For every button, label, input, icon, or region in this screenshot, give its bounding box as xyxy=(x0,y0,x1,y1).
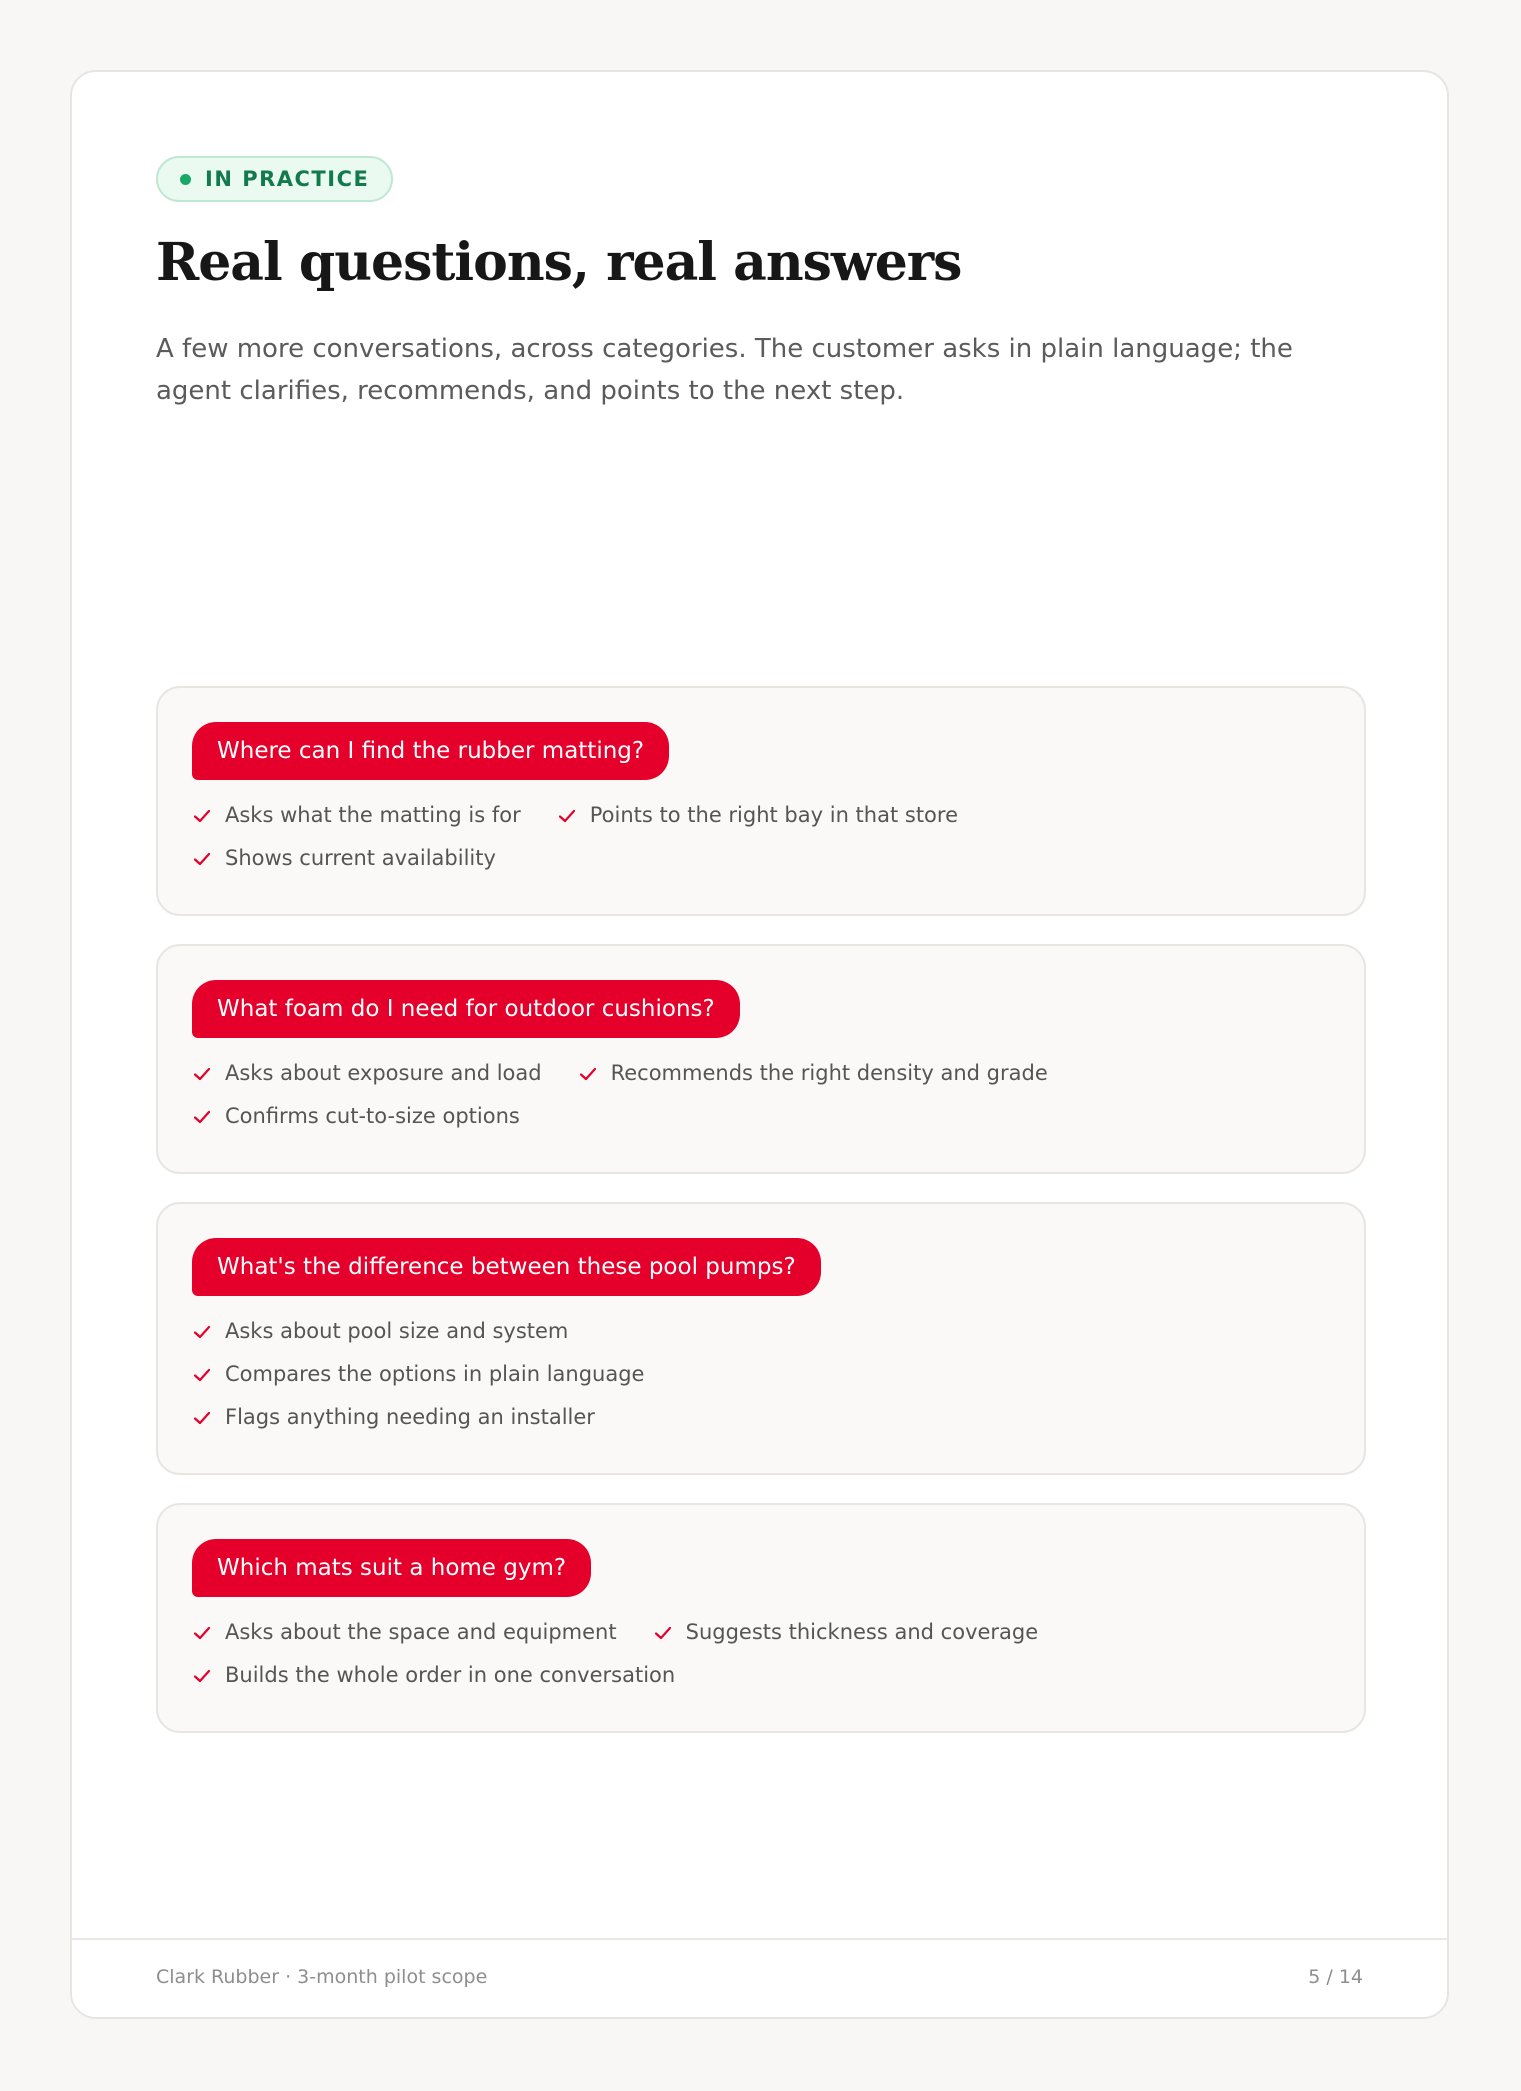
dot-icon xyxy=(180,174,191,185)
question-bubble: Where can I find the rubber matting? xyxy=(192,722,669,780)
check-icon xyxy=(192,806,212,826)
answer-point xyxy=(192,837,496,880)
check-icon xyxy=(557,806,577,826)
check-icon xyxy=(192,1666,212,1686)
page-footer xyxy=(72,1938,1447,2017)
answer-point-label: Asks about exposure and load xyxy=(225,1061,542,1085)
answer-point xyxy=(192,794,521,837)
conversation-card xyxy=(156,1503,1366,1733)
answer-point xyxy=(192,1095,520,1138)
page-card xyxy=(70,70,1449,2019)
answer-point xyxy=(192,1353,644,1396)
section-badge xyxy=(156,156,393,202)
answer-points xyxy=(192,1052,1092,1138)
answer-point xyxy=(192,1052,542,1095)
answer-point xyxy=(578,1052,1048,1095)
answer-point-label: Recommends the right density and grade xyxy=(610,1061,1048,1085)
check-icon xyxy=(192,849,212,869)
badge-label: IN PRACTICE xyxy=(205,167,370,191)
question-bubble: What's the difference between these pool pumps? xyxy=(192,1238,821,1296)
check-icon xyxy=(192,1064,212,1084)
answer-point-label: Asks what the matting is for xyxy=(225,803,521,827)
check-icon xyxy=(192,1107,212,1127)
conversation-card xyxy=(156,944,1366,1174)
check-icon xyxy=(192,1623,212,1643)
page-title: Real questions, real answers xyxy=(156,232,962,293)
answer-point-label: Compares the options in plain language xyxy=(225,1362,645,1386)
conversation-card xyxy=(156,1202,1366,1475)
answer-point-label: Points to the right bay in that store xyxy=(589,803,958,827)
question-bubble: Which mats suit a home gym? xyxy=(192,1539,591,1597)
question-bubble: What foam do I need for outdoor cushions? xyxy=(192,980,740,1038)
answer-point xyxy=(557,794,958,837)
answer-point xyxy=(192,1611,617,1654)
answer-point xyxy=(192,1310,568,1353)
answer-point-label: Flags anything needing an installer xyxy=(225,1405,595,1429)
answer-points xyxy=(192,794,1292,880)
answer-point-label: Asks about the space and equipment xyxy=(225,1620,617,1644)
check-icon xyxy=(192,1322,212,1342)
answer-points xyxy=(192,1310,1092,1439)
answer-point-label: Asks about pool size and system xyxy=(225,1319,569,1343)
answer-point-label: Suggests thickness and coverage xyxy=(685,1620,1039,1644)
conversation-card xyxy=(156,686,1366,916)
check-icon xyxy=(192,1365,212,1385)
answer-point-label: Confirms cut-to-size options xyxy=(225,1104,520,1128)
answer-point xyxy=(192,1396,595,1439)
page-number: 5 / 14 xyxy=(1308,1966,1363,1988)
answer-points xyxy=(192,1611,1092,1697)
check-icon xyxy=(192,1408,212,1428)
check-icon xyxy=(578,1064,598,1084)
answer-point-label: Shows current availability xyxy=(225,846,496,870)
footer-document-label: Clark Rubber · 3-month pilot scope xyxy=(156,1966,488,1988)
check-icon xyxy=(653,1623,673,1643)
answer-point xyxy=(653,1611,1039,1654)
answer-point-label: Builds the whole order in one conversation xyxy=(225,1663,676,1687)
lead-paragraph: A few more conversations, across categories. The customer asks in plain language; the agent clarifies, recommends, and points to the next step. xyxy=(156,334,1293,407)
conversation-list xyxy=(156,686,1366,1761)
answer-point xyxy=(192,1654,675,1697)
header-section xyxy=(156,156,1366,412)
